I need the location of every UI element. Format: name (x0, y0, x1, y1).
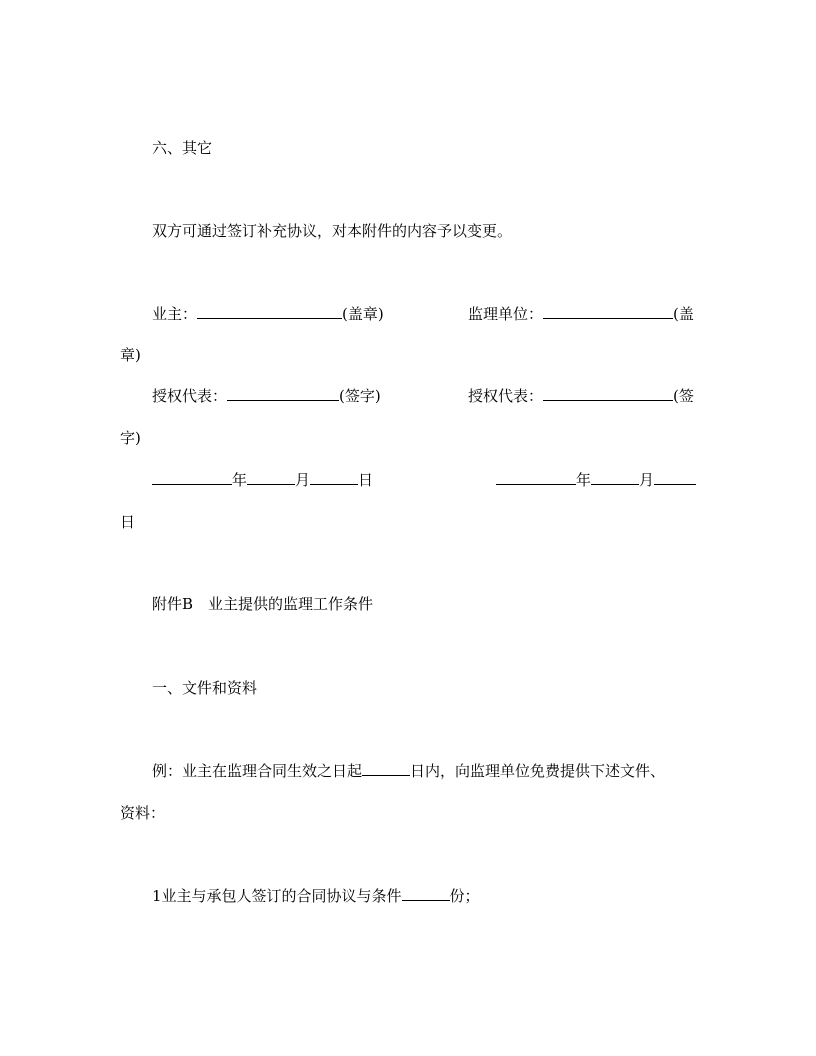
rep-blank-left (227, 386, 339, 401)
supervisor-seal-line (468, 304, 694, 324)
day-label-left: 日 (358, 471, 374, 489)
list-item-1 (152, 886, 480, 906)
supervisor-label: 监理单位： (468, 305, 544, 323)
month-label-right: 月 (639, 471, 655, 489)
day-blank-left (310, 470, 358, 485)
rep-line-left (152, 386, 381, 406)
month-blank-right (591, 470, 639, 485)
owner-blank (197, 304, 342, 319)
example-text-a: 例：业主在监理合同生效之日起 (152, 762, 363, 780)
year-blank-right (496, 470, 576, 485)
date-line-right (496, 470, 696, 490)
rep-sign-wrap: 字) (120, 429, 141, 447)
rep-line-right (468, 386, 694, 406)
example-paragraph-line-1 (152, 761, 665, 781)
rep-label-left: 授权代表： (152, 387, 228, 405)
section-6-text: 双方可通过签订补充协议，对本附件的内容予以变更。 (152, 222, 513, 240)
year-label-left: 年 (232, 471, 248, 489)
year-blank-left (152, 470, 232, 485)
rep-label-right: 授权代表： (468, 387, 544, 405)
copies-blank (402, 886, 450, 901)
supervisor-blank (543, 304, 673, 319)
owner-seal-suffix: (盖章) (342, 305, 384, 323)
example-paragraph-line-2: 资料： (120, 804, 166, 822)
month-label-left: 月 (295, 471, 311, 489)
attachment-b-section-1-heading: 一、文件和资料 (152, 679, 258, 697)
item-1-suffix: 份； (449, 887, 480, 905)
rep-sign-suffix-right: (签 (673, 387, 694, 405)
day-blank-right (654, 470, 696, 485)
item-1-text: 1业主与承包人签订的合同协议与条件 (152, 887, 402, 905)
owner-seal-line (152, 304, 384, 324)
example-text-b: 日内，向监理单位免费提供下述文件、 (410, 762, 666, 780)
year-label-right: 年 (576, 471, 592, 489)
supervisor-seal-suffix: (盖 (673, 305, 694, 323)
supervisor-seal-wrap: 章) (120, 346, 141, 364)
days-blank (362, 761, 410, 776)
section-6-heading: 六、其它 (152, 139, 213, 157)
attachment-b-title: 附件B 业主提供的监理工作条件 (152, 595, 374, 613)
rep-sign-suffix-left: (签字) (339, 387, 381, 405)
rep-blank-right (543, 386, 673, 401)
owner-label: 业主： (152, 305, 198, 323)
date-day-wrap: 日 (120, 513, 136, 531)
month-blank-left (247, 470, 295, 485)
date-line-left (152, 470, 373, 490)
